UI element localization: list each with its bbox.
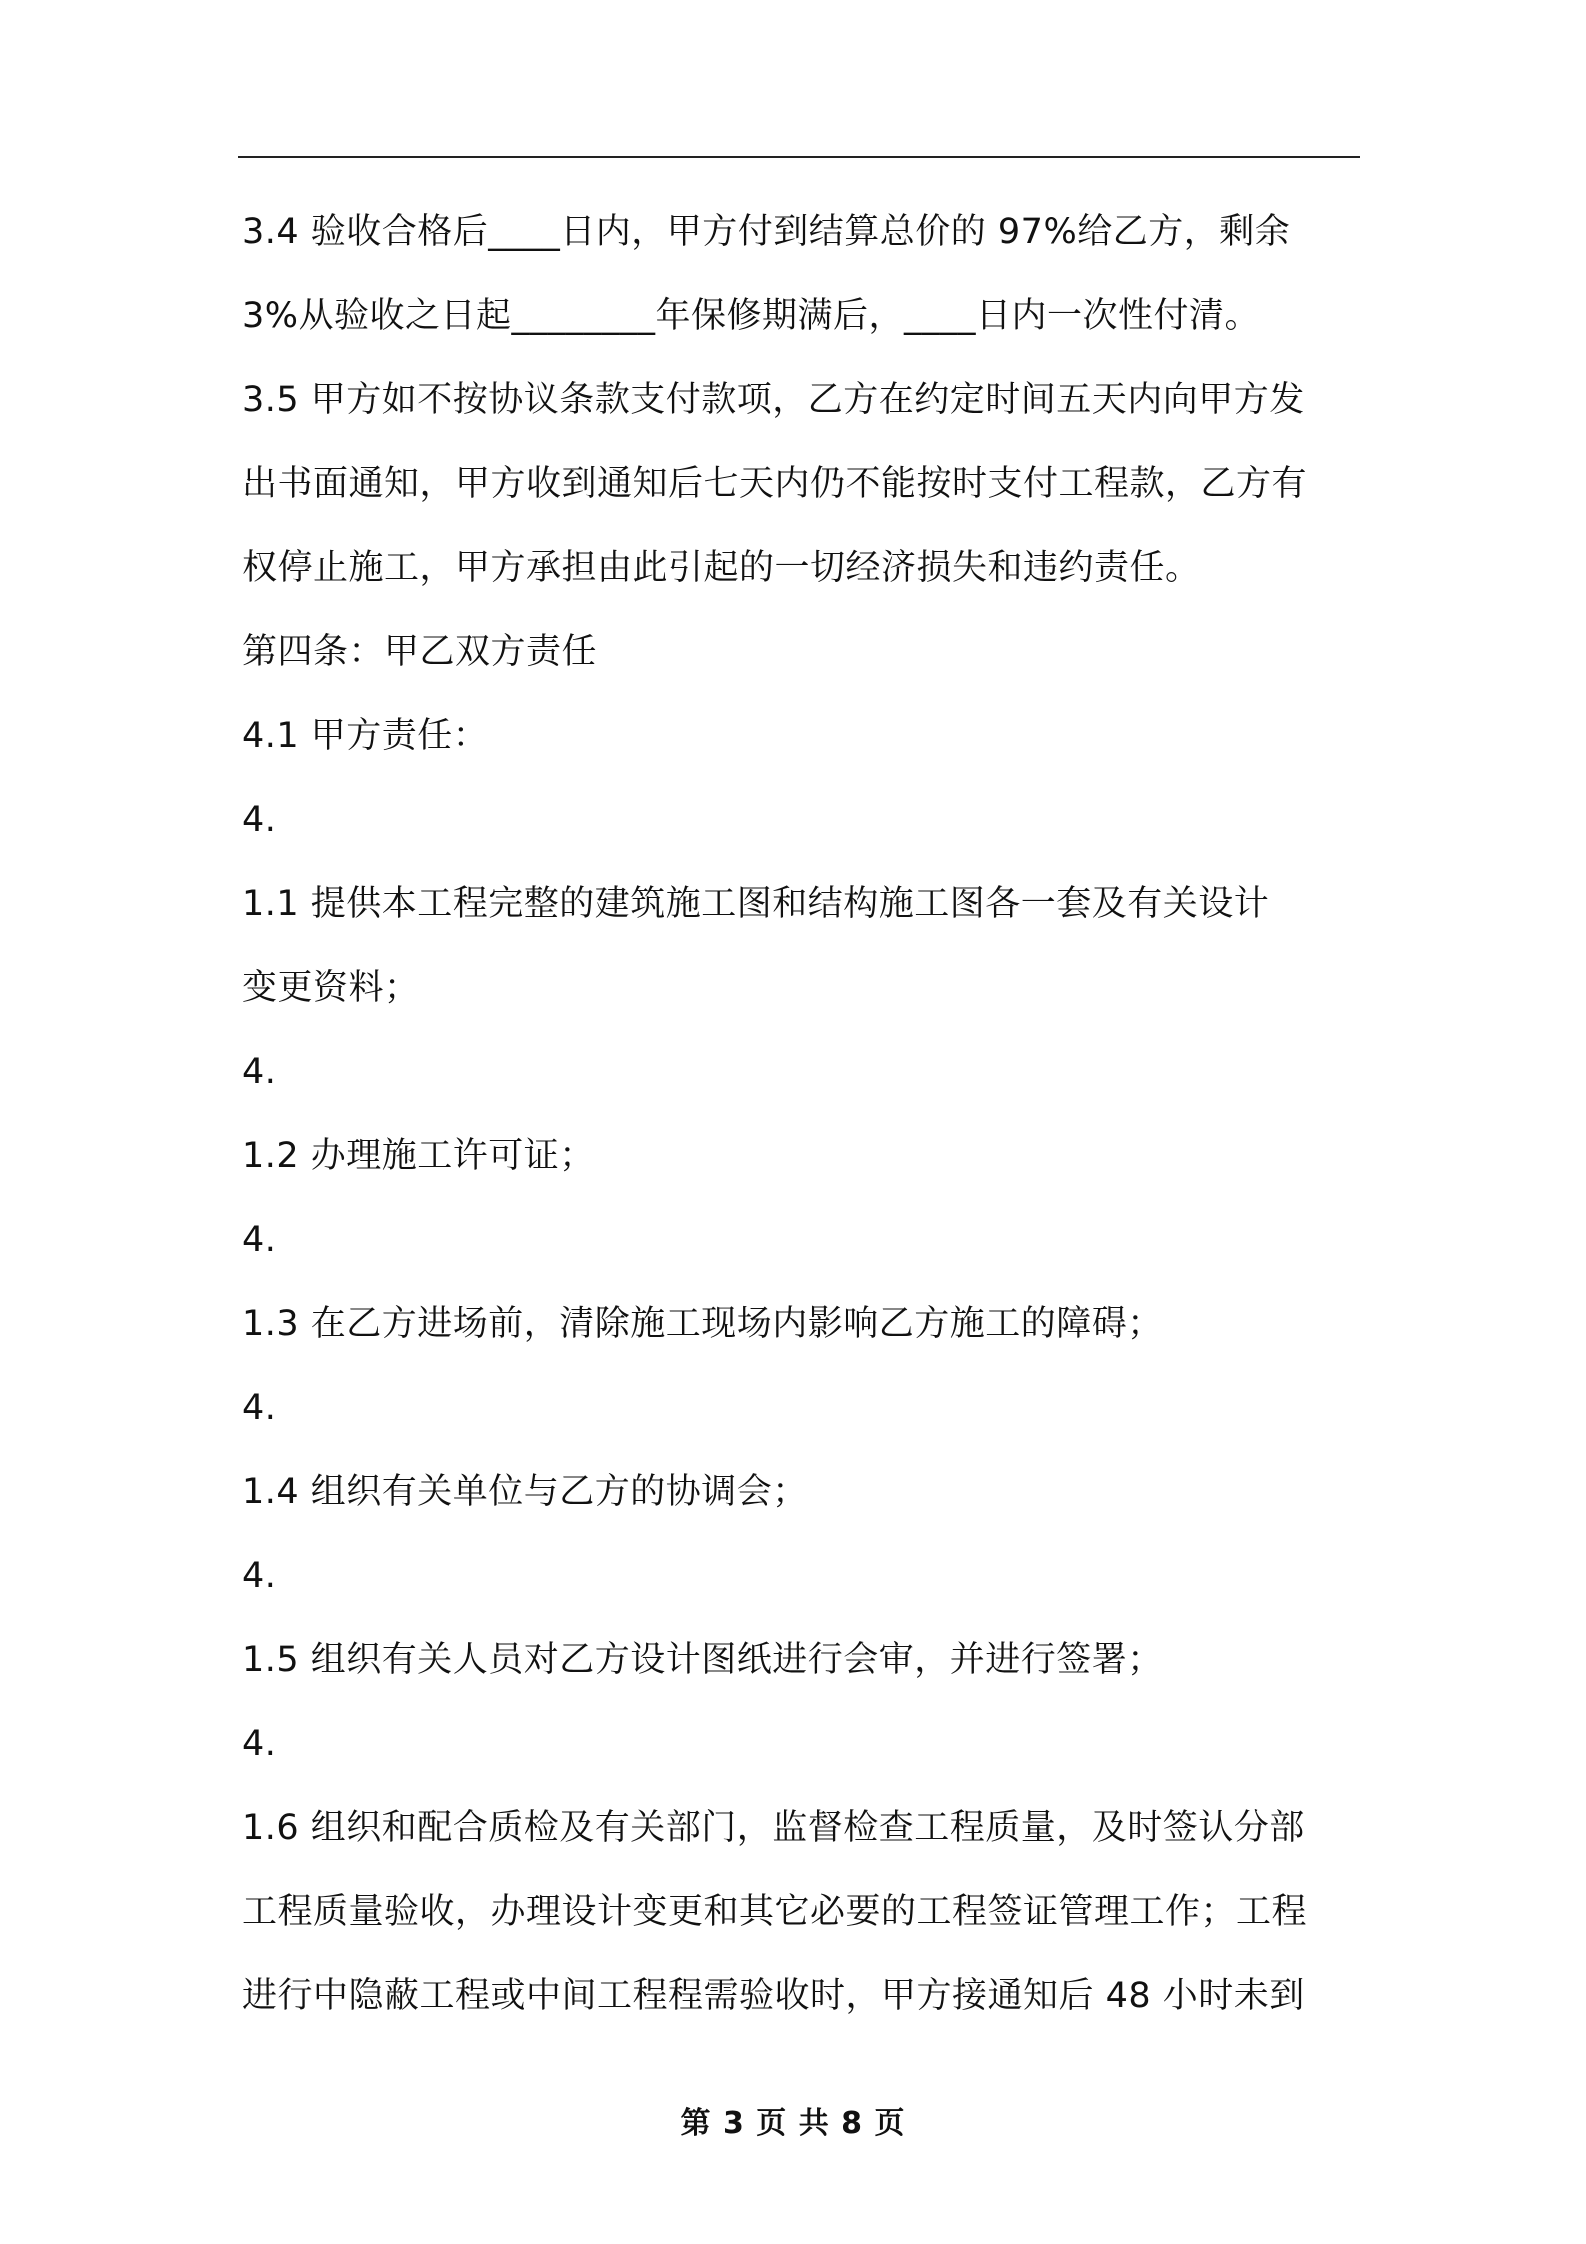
- text-line: 1.6 组织和配合质检及有关部门，监督检查工程质量，及时签认分部: [242, 1808, 1305, 1848]
- text-line: 4.1 甲方责任：: [242, 716, 489, 756]
- section-heading: 第四条：甲乙双方责任: [242, 632, 598, 672]
- text-line: 1.2 办理施工许可证；: [242, 1136, 595, 1176]
- text-line: 1.4 组织有关单位与乙方的协调会；: [242, 1472, 808, 1512]
- text-line: 1.3 在乙方进场前，清除施工现场内影响乙方施工的障碍；: [242, 1304, 1163, 1344]
- text-line: 4.: [242, 1220, 277, 1260]
- document-body: [242, 190, 1362, 2038]
- text-line: 4.: [242, 1724, 277, 1764]
- text-line: 4.: [242, 1052, 277, 1092]
- text-line: 3%从验收之日起________年保修期满后，____日内一次性付清。: [242, 296, 1261, 336]
- text-line: 出书面通知，甲方收到通知后七天内仍不能按时支付工程款，乙方有: [242, 464, 1308, 504]
- text-line: 1.1 提供本工程完整的建筑施工图和结构施工图各一套及有关设计: [242, 884, 1270, 924]
- text-line: 4.: [242, 1388, 277, 1428]
- text-line: 1.5 组织有关人员对乙方设计图纸进行会审，并进行签署；: [242, 1640, 1163, 1680]
- header-rule: [238, 156, 1360, 158]
- text-line: 4.: [242, 800, 277, 840]
- text-line: 3.5 甲方如不按协议条款支付款项，乙方在约定时间五天内向甲方发: [242, 380, 1305, 420]
- text-line: 进行中隐蔽工程或中间工程程需验收时，甲方接通知后 48 小时未到: [242, 1976, 1305, 2016]
- text-line: 变更资料；: [242, 968, 420, 1008]
- text-line: 4.: [242, 1556, 277, 1596]
- text-line: 工程质量验收，办理设计变更和其它必要的工程签证管理工作；工程: [242, 1892, 1308, 1932]
- text-line: 权停止施工，甲方承担由此引起的一切经济损失和违约责任。: [242, 548, 1201, 588]
- page-number: 第 3 页 共 8 页: [680, 2106, 906, 2141]
- text-line: 3.4 验收合格后____日内，甲方付到结算总价的 97%给乙方，剩余: [242, 212, 1291, 252]
